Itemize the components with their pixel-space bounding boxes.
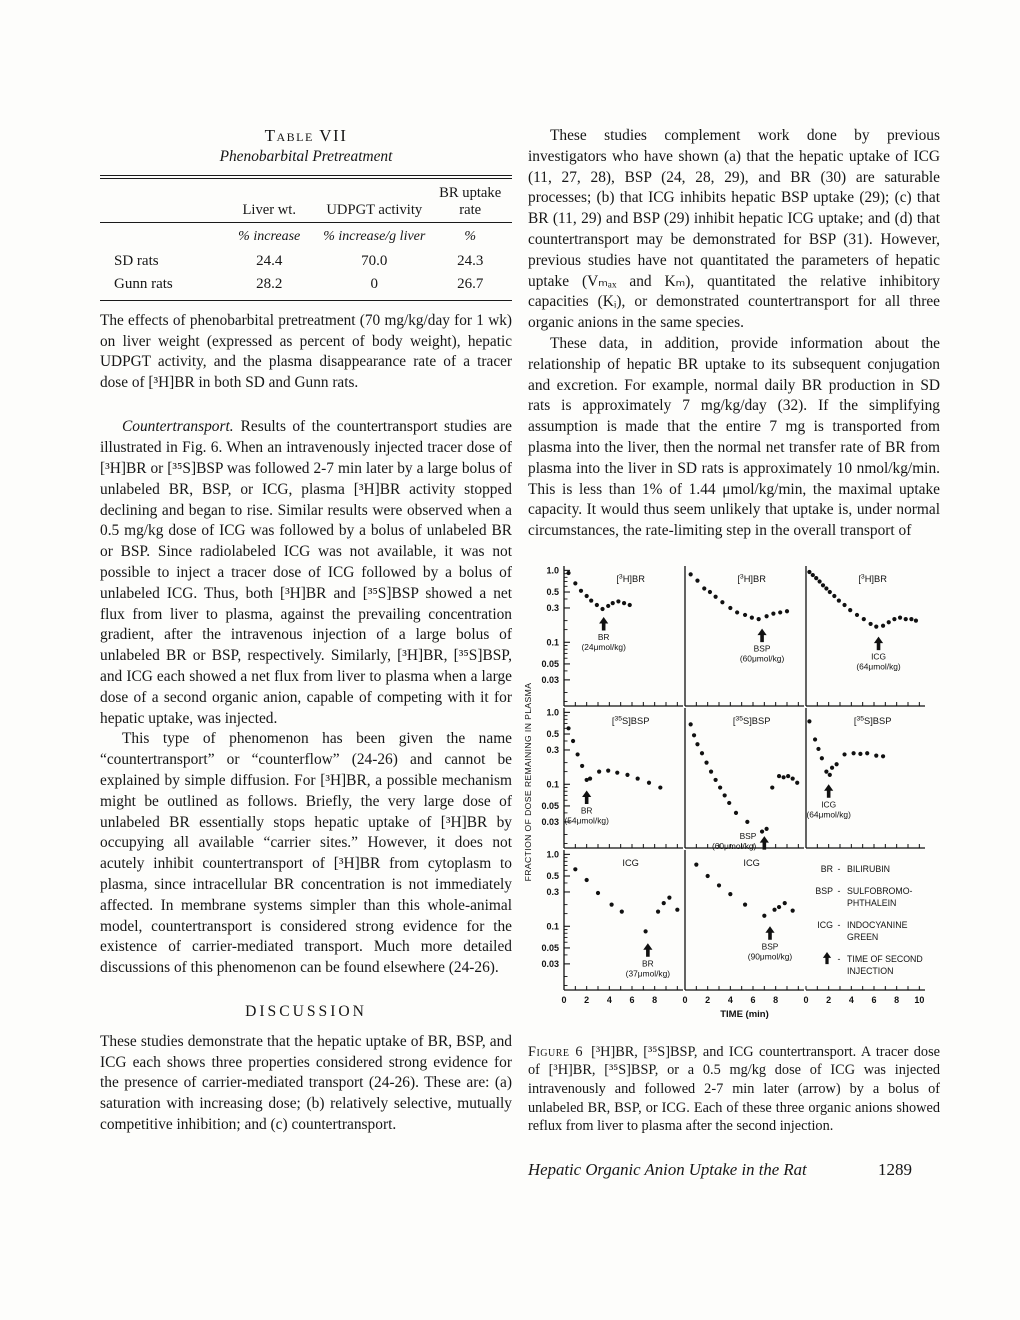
svg-text:[3H]BR: [$^3$H]BR [858, 573, 887, 584]
svg-text:BSP: BSP [753, 643, 771, 654]
svg-text:ICG: ICG [743, 857, 760, 868]
svg-text:GREEN: GREEN [847, 931, 879, 942]
svg-text:INDOCYANINE: INDOCYANINE [847, 919, 908, 930]
table-row [100, 250, 512, 273]
table-header-cell: BR uptake rate [428, 177, 512, 223]
svg-text:FRACTION OF DOSE REMAINING IN: FRACTION OF DOSE REMAINING IN PLASMA [524, 682, 533, 882]
paragraph-lead: Countertransport. [122, 418, 234, 436]
svg-text:0.03: 0.03 [541, 817, 559, 828]
svg-text:TIME OF SECOND: TIME OF SECOND [847, 953, 923, 964]
svg-text:0.5: 0.5 [546, 729, 559, 740]
svg-text:0: 0 [803, 994, 809, 1005]
svg-text:0.3: 0.3 [546, 745, 559, 756]
svg-text:BR: BR [597, 631, 610, 642]
svg-text:(64μmol/kg): (64μmol/kg) [806, 809, 851, 820]
left-column [100, 126, 512, 1136]
paragraph-countertransport [100, 417, 512, 729]
svg-text:(24μmol/kg): (24μmol/kg) [581, 641, 626, 652]
figure-6 [524, 558, 940, 1033]
svg-text:[3H]BR: [$^3$H]BR [616, 573, 645, 584]
table-cell: 70.0 [361, 252, 388, 269]
running-title: Hepatic Organic Anion Uptake in the Rat [528, 1159, 807, 1179]
table-cell [100, 223, 218, 250]
svg-text:0.05: 0.05 [541, 659, 559, 670]
svg-text:BSP: BSP [815, 885, 833, 896]
table-cell: 24.4 [256, 252, 283, 269]
table-cell: 0 [370, 275, 379, 292]
svg-text:BSP: BSP [739, 831, 757, 842]
svg-text:-: - [837, 885, 841, 896]
svg-text:BR: BR [820, 863, 833, 874]
table-header-row [100, 177, 512, 223]
svg-text:1.0: 1.0 [546, 565, 559, 576]
discussion-heading: DISCUSSION [245, 1002, 367, 1020]
page-footer [528, 1160, 940, 1181]
table-cell: 26.7 [457, 275, 484, 292]
svg-text:(90μmol/kg): (90μmol/kg) [747, 951, 793, 962]
table-row [100, 273, 512, 301]
paragraph-complement: These studies complement work done by previous investigators who have shown (a) that the hepatic uptake of ICG (11, 27, 28), BSP (24, 28, 29), and BR (30) are saturable processes; (b) that ICG inhibits hepatic BSP uptake (29); (c) that BR (11, 29) and BSP (29) inhibit hepatic ICG uptake; and (d) that countertransport may be demonstrated for BSP (31). However, previous studies have not quantitated the parameters of hepatic uptake (Vₘₐₓ and Kₘ), quantitated the relative inhibitory capacities (Kᵢ), or demonstrated countertransport for all three organic anions in the same species. [528, 127, 940, 332]
phenobarbital-table [100, 175, 512, 301]
svg-text:0.3: 0.3 [546, 603, 559, 614]
caption-lead: Figure 6 [528, 1043, 584, 1060]
svg-text:0.05: 0.05 [541, 801, 559, 812]
svg-text:(64μmol/kg): (64μmol/kg) [856, 661, 901, 672]
svg-text:0.5: 0.5 [546, 871, 559, 882]
svg-text:1.0: 1.0 [546, 707, 559, 718]
svg-text:(37μmol/kg): (37μmol/kg) [625, 968, 671, 979]
table-header-cell: UDPGT activity [320, 177, 428, 223]
svg-text:ICG: ICG [821, 799, 837, 810]
svg-text:6: 6 [629, 994, 635, 1005]
svg-text:TIME (min): TIME (min) [720, 1008, 769, 1020]
svg-text:0: 0 [682, 994, 688, 1005]
table-cell: % increase/g liver [323, 229, 426, 244]
svg-text:ICG: ICG [871, 651, 886, 662]
table-row-label: SD rats [114, 252, 159, 269]
svg-text:0.1: 0.1 [546, 637, 559, 648]
svg-text:(60μmol/kg): (60μmol/kg) [739, 653, 785, 664]
svg-text:0.03: 0.03 [541, 675, 559, 686]
table-header-cell [100, 177, 218, 223]
table-title: Table VII [264, 126, 348, 145]
svg-text:0.03: 0.03 [541, 959, 559, 970]
paragraph-text: Results of the countertransport studies are illustrated in Fig. 6. When an intravenously injected tracer dose of [³H]BR or [³⁵S]BSP was followed 2-7 min later by a large bolus of unlabeled BR, BSP, or ICG, plasma [³H]BR activity stopped declining and began to rise. Similar results were observed when a 0.5 mg/kg dose of ICG was followed by a bolus of unlabeled BR or BSP. Since radiolabeled ICG was not available, it was not possible to inject a tracer dose of ICG followed by a bolus of unlabeled ICG. Thus, both [³H]BR and [³⁵S]BSP showed a net flux from liver to plasma, against the prevailing concentration gradient, after the intravenous injection of a large bolus of unlabeled BR or BSP, respectively. Similarly, [³H]BR, [³⁵S]BSP, and ICG each showed a net flux from liver to plasma when a large dose of a second organic anion, capable of competing with it for hepatic uptake, was injected. [100, 418, 512, 727]
table-subtitle: Phenobarbital Pretreatment [219, 148, 393, 165]
svg-text:BR: BR [580, 805, 593, 816]
svg-text:8: 8 [773, 994, 779, 1005]
svg-text:2: 2 [705, 994, 711, 1005]
svg-text:[35S]BSP: [$^{35}$S]BSP [853, 715, 892, 726]
table-vii-block [100, 126, 512, 393]
page-number: 1289 [878, 1159, 912, 1179]
caption-text: [³H]BR, [³⁵S]BSP, and ICG countertransport. A tracer dose of [³H]BR, [³⁵S]BSP, or a 0.5 mg/kg dose of ICG was injected intravenously and followed 2-7 min later (arrow) by a bolus of unlabeled BR, BSP, or ICG. Each of these three organic anions showed reflux from liver to plasma after the second injection. [528, 1043, 940, 1135]
paragraph-phenomenon: This type of phenomenon has been given the name “countertransport” or “counterflow” (24-26) and cannot be explained by simple diffusion. For [³H]BR, a possible mechanism might be outlined as follows. Briefly, the very large dose of unlabeled BR essentially stops hepatic uptake of [³H]BR by occupying all available “carrier sites.” However, it does not acutely inhibit countertransport of [³H]BR from cytoplasm to plasma, since intracellular BR concentration is not immediately affected. In membrane systems simpler than this whole-animal model, countertransport is considered strong evidence for the existence of carrier-mediated transport. Much more detailed discussions of this phenomenon can be found elsewhere (24-26). [100, 730, 512, 977]
svg-text:-: - [837, 863, 841, 874]
svg-text:0.3: 0.3 [546, 887, 559, 898]
svg-text:-: - [837, 919, 841, 930]
table-header-cell: Liver wt. [218, 177, 320, 223]
right-column [524, 126, 940, 1181]
paragraph-these-data: These data, in addition, provide information about the relationship of hepatic BR uptake to its subsequent conjugation and excretion. For example, normal daily BR production in SD rats is approximately 7 mg/kg/day (32). If the simplifying assumption is made that the entire 7 mg is transported from plasma into the liver, then the normal net transfer rate of BR from plasma into the liver in SD rats is approximately 10 nmol/kg/min. This is less than 1% of 1.44 μmol/kg/min, the maximal uptake capacity. It would thus seem unlikely that uptake is, under normal circumstances, the rate-limiting step in the overall transport of [528, 334, 940, 540]
svg-text:[35S]BSP: [$^{35}$S]BSP [611, 715, 650, 726]
svg-text:6: 6 [871, 994, 877, 1005]
table-units-row [100, 223, 512, 250]
svg-text:ICG: ICG [622, 857, 639, 868]
svg-text:PHTHALEIN: PHTHALEIN [847, 897, 897, 908]
svg-text:8: 8 [894, 994, 900, 1005]
svg-text:BR: BR [642, 958, 654, 969]
svg-text:1.0: 1.0 [546, 849, 559, 860]
svg-text:4: 4 [727, 994, 733, 1005]
paragraph-discussion: These studies demonstrate that the hepatic uptake of BR, BSP, and ICG each shows three properties considered strong evidence for the presence of carrier-mediated transport (24-26). These are: (a) saturation with increasing dose; (b) relatively selective, mutually competitive inhibition; and (c) countertransport. [100, 1032, 512, 1133]
figure-6-caption [528, 1043, 940, 1136]
svg-text:ICG: ICG [817, 919, 833, 930]
svg-text:0: 0 [561, 994, 567, 1005]
svg-text:2: 2 [826, 994, 832, 1005]
svg-text:0.05: 0.05 [541, 943, 559, 954]
table-row-label: Gunn rats [114, 275, 173, 292]
figure-6-chart [524, 558, 928, 1026]
table-note: The effects of phenobarbital pretreatment (70 mg/kg/day for 1 wk) on liver weight (expressed as percent of body weight), hepatic UDPGT activity, and the plasma disappearance rate of a tracer dose of [³H]BR in both SD and Gunn rats. [100, 312, 512, 391]
svg-text:SULFOBROMO-: SULFOBROMO- [847, 885, 913, 896]
svg-text:INJECTION: INJECTION [847, 965, 894, 976]
svg-text:2: 2 [584, 994, 590, 1005]
svg-text:(54μmol/kg): (54μmol/kg) [564, 815, 609, 826]
table-cell: 24.3 [457, 252, 484, 269]
svg-text:BILIRUBIN: BILIRUBIN [847, 863, 891, 874]
svg-text:8: 8 [652, 994, 658, 1005]
table-cell: % [464, 229, 477, 244]
svg-text:4: 4 [848, 994, 854, 1005]
table-cell: % increase [238, 229, 301, 244]
svg-text:-: - [837, 953, 841, 964]
svg-text:0.1: 0.1 [546, 921, 559, 932]
svg-text:6: 6 [750, 994, 756, 1005]
svg-text:(60μmol/kg): (60μmol/kg) [711, 841, 757, 852]
svg-text:[35S]BSP: [$^{35}$S]BSP [732, 715, 771, 726]
svg-text:10: 10 [914, 994, 925, 1005]
table-cell: 28.2 [256, 275, 283, 292]
svg-text:BSP: BSP [761, 941, 779, 952]
svg-text:0.1: 0.1 [546, 779, 559, 790]
svg-text:4: 4 [606, 994, 612, 1005]
svg-text:[3H]BR: [$^3$H]BR [737, 573, 766, 584]
svg-text:0.5: 0.5 [546, 587, 559, 598]
